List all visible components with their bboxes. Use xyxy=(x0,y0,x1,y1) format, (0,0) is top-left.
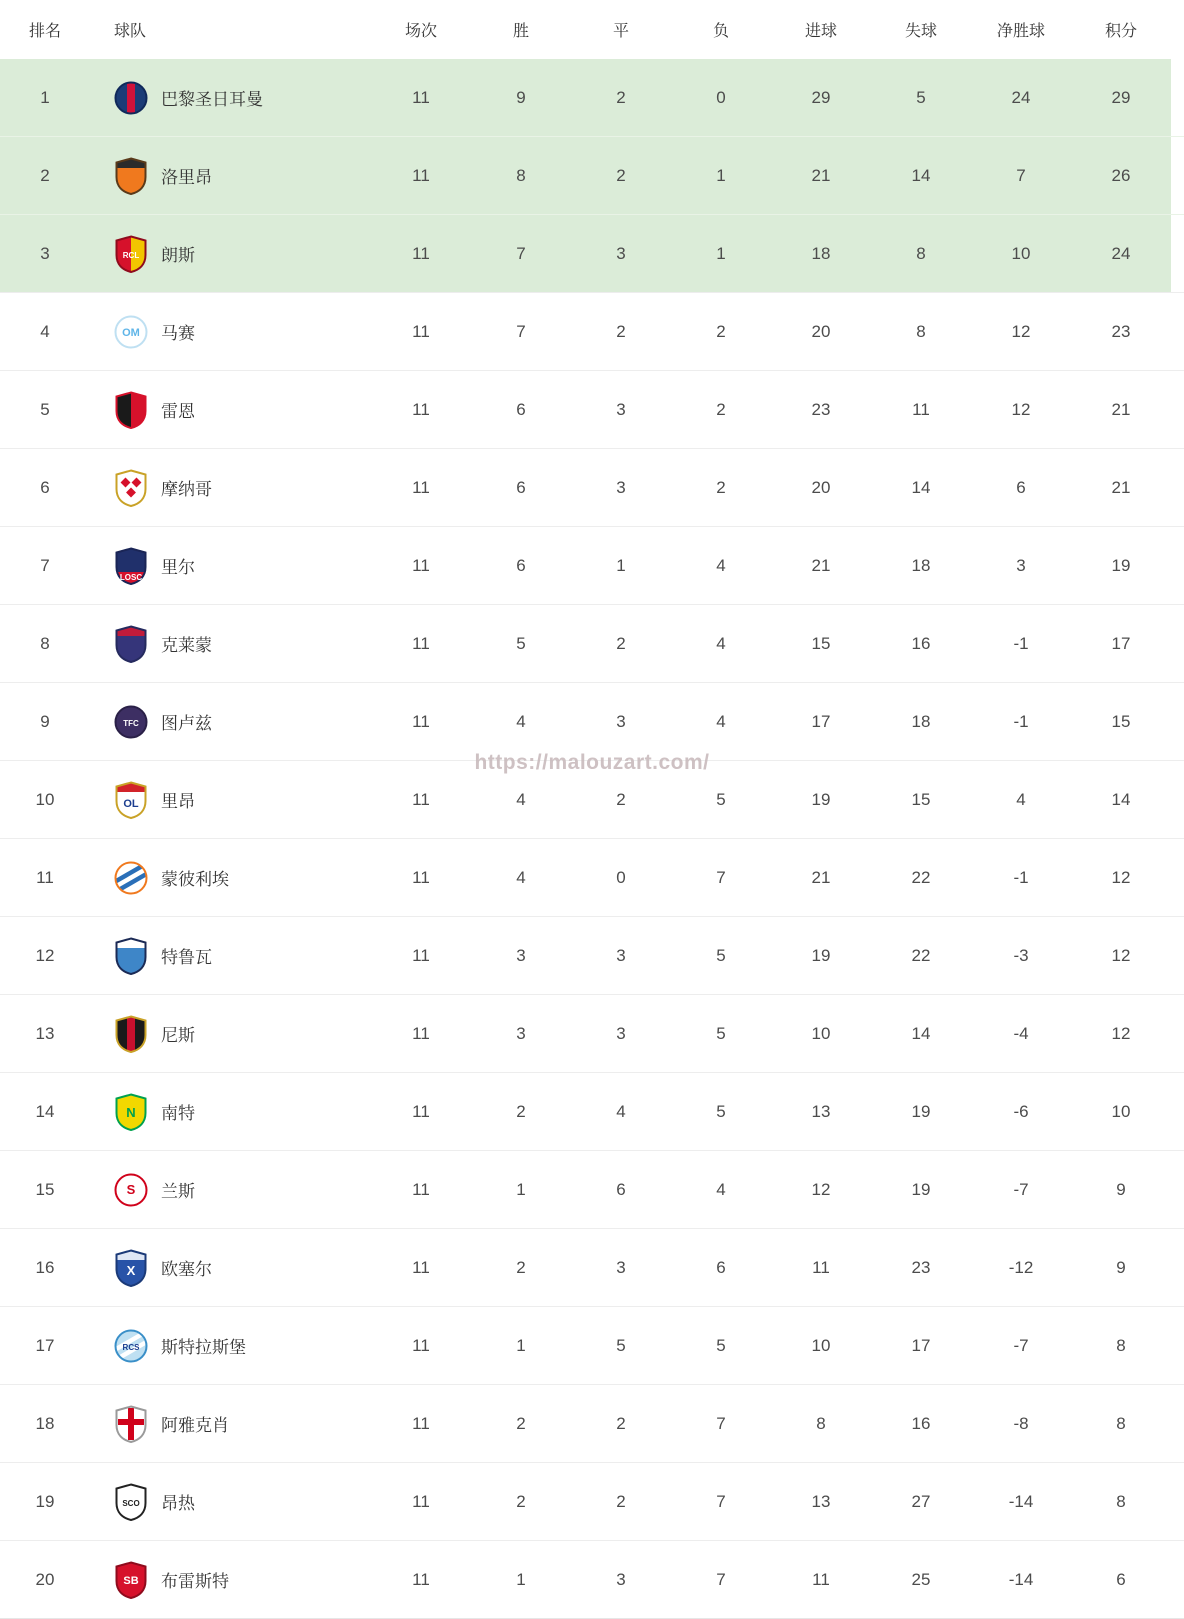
gf-cell: 18 xyxy=(811,243,831,263)
loss-cell: 2 xyxy=(716,321,726,341)
team-cell xyxy=(90,371,371,449)
table-row xyxy=(0,605,1184,683)
team-cell xyxy=(90,59,371,137)
rank-cell: 3 xyxy=(40,243,50,263)
gd-cell: -6 xyxy=(1013,1101,1029,1121)
played-cell: 11 xyxy=(412,1491,430,1511)
win-cell: 4 xyxy=(516,711,526,731)
win-cell: 1 xyxy=(516,1335,526,1355)
rank-cell: 7 xyxy=(40,555,50,575)
gd-cell: -7 xyxy=(1013,1335,1029,1355)
win-cell: 3 xyxy=(516,945,526,965)
col-header-team: 球队 xyxy=(114,23,147,40)
table-row xyxy=(0,1307,1184,1385)
loss-cell: 5 xyxy=(716,1101,726,1121)
draw-cell: 2 xyxy=(616,1491,626,1511)
table-row xyxy=(0,1229,1184,1307)
ga-cell: 11 xyxy=(912,399,930,419)
played-cell: 11 xyxy=(412,1413,430,1433)
ga-cell: 17 xyxy=(911,1335,931,1355)
team-name: 马赛 xyxy=(161,324,195,343)
loss-cell: 5 xyxy=(716,789,726,809)
gd-cell: -3 xyxy=(1013,945,1029,965)
played-cell: 11 xyxy=(412,165,430,185)
rank-cell: 12 xyxy=(35,945,55,965)
loss-cell: 7 xyxy=(716,1413,726,1433)
col-header-goal-difference: 净胜球 xyxy=(996,23,1045,40)
team-logo-clermont xyxy=(114,625,148,663)
team-logo-angers xyxy=(114,1483,148,1521)
team-name: 朗斯 xyxy=(161,246,195,265)
team-logo-rennes xyxy=(114,391,148,429)
ga-cell: 25 xyxy=(911,1569,931,1589)
ga-cell: 22 xyxy=(911,867,931,887)
rank-cell: 6 xyxy=(40,477,50,497)
gf-cell: 11 xyxy=(812,1257,830,1277)
team-cell xyxy=(90,917,371,995)
team-name: 摩纳哥 xyxy=(161,480,212,499)
team-cell xyxy=(90,215,371,293)
col-header-goals-against: 失球 xyxy=(904,23,937,40)
rank-cell: 18 xyxy=(35,1413,55,1433)
gf-cell: 21 xyxy=(811,867,831,887)
gf-cell: 20 xyxy=(811,477,831,497)
team-cell xyxy=(90,1307,371,1385)
gd-cell: 4 xyxy=(1016,789,1026,809)
win-cell: 2 xyxy=(516,1491,526,1511)
header-row xyxy=(0,0,1184,59)
draw-cell: 0 xyxy=(616,867,626,887)
win-cell: 6 xyxy=(516,477,526,497)
ga-cell: 16 xyxy=(911,633,931,653)
ga-cell: 14 xyxy=(911,477,931,497)
ga-cell: 8 xyxy=(916,243,926,263)
team-name: 尼斯 xyxy=(161,1026,195,1045)
team-name: 特鲁瓦 xyxy=(161,948,212,967)
spacer xyxy=(1171,0,1184,59)
watermark: https://malouzart.com/ xyxy=(474,751,710,774)
svg-text:SCO: SCO xyxy=(122,1498,140,1508)
table-row xyxy=(0,1463,1184,1541)
ga-cell: 23 xyxy=(911,1257,931,1277)
gf-cell: 17 xyxy=(811,711,831,731)
rank-cell: 14 xyxy=(35,1101,55,1121)
ga-cell: 22 xyxy=(911,945,931,965)
gd-cell: 3 xyxy=(1016,555,1026,575)
table-row xyxy=(0,137,1184,215)
pts-cell: 8 xyxy=(1116,1413,1126,1433)
played-cell: 11 xyxy=(412,789,430,809)
svg-text:LOSC: LOSC xyxy=(119,572,143,582)
team-name: 洛里昂 xyxy=(161,168,212,187)
rank-cell: 1 xyxy=(40,87,50,107)
team-name: 巴黎圣日耳曼 xyxy=(161,90,263,109)
win-cell: 3 xyxy=(516,1023,526,1043)
win-cell: 9 xyxy=(516,87,526,107)
rank-cell: 20 xyxy=(35,1569,55,1589)
loss-cell: 5 xyxy=(716,1023,726,1043)
svg-text:RCL: RCL xyxy=(122,250,140,260)
pts-cell: 15 xyxy=(1111,711,1131,731)
win-cell: 5 xyxy=(516,633,526,653)
win-cell: 7 xyxy=(516,243,526,263)
team-logo-toulouse xyxy=(114,703,148,741)
team-logo-monaco xyxy=(114,469,148,507)
team-cell xyxy=(90,1541,371,1619)
win-cell: 7 xyxy=(516,321,526,341)
team-cell xyxy=(90,683,371,761)
played-cell: 11 xyxy=(412,243,430,263)
rank-cell: 15 xyxy=(35,1179,55,1199)
svg-text:X: X xyxy=(126,1262,136,1278)
draw-cell: 3 xyxy=(616,1023,626,1043)
pts-cell: 24 xyxy=(1111,243,1131,263)
win-cell: 6 xyxy=(516,399,526,419)
team-name: 里昂 xyxy=(161,792,195,811)
loss-cell: 5 xyxy=(716,1335,726,1355)
loss-cell: 7 xyxy=(716,1569,726,1589)
team-cell xyxy=(90,449,371,527)
played-cell: 11 xyxy=(412,633,430,653)
team-logo-nantes xyxy=(114,1093,148,1131)
rank-cell: 17 xyxy=(35,1335,55,1355)
team-name: 布雷斯特 xyxy=(161,1572,229,1591)
table-row xyxy=(0,1541,1184,1619)
pts-cell: 29 xyxy=(1111,87,1131,107)
team-logo-reims xyxy=(114,1171,148,1209)
loss-cell: 2 xyxy=(716,477,726,497)
table-row xyxy=(0,449,1184,527)
played-cell: 11 xyxy=(412,1101,430,1121)
draw-cell: 3 xyxy=(616,1257,626,1277)
played-cell: 11 xyxy=(412,477,430,497)
gd-cell: 7 xyxy=(1016,165,1026,185)
draw-cell: 2 xyxy=(616,1413,626,1433)
rank-cell: 19 xyxy=(35,1491,55,1511)
team-name: 图卢兹 xyxy=(161,714,212,733)
table-row xyxy=(0,527,1184,605)
team-cell xyxy=(90,995,371,1073)
gd-cell: 12 xyxy=(1011,321,1031,341)
team-cell xyxy=(90,1385,371,1463)
team-cell xyxy=(90,1229,371,1307)
gf-cell: 20 xyxy=(811,321,831,341)
played-cell: 11 xyxy=(412,1023,430,1043)
table-row xyxy=(0,839,1184,917)
table-row xyxy=(0,371,1184,449)
pts-cell: 8 xyxy=(1116,1335,1126,1355)
rank-cell: 10 xyxy=(35,789,55,809)
draw-cell: 2 xyxy=(616,633,626,653)
loss-cell: 0 xyxy=(716,87,726,107)
draw-cell: 3 xyxy=(616,1569,626,1589)
ga-cell: 27 xyxy=(911,1491,931,1511)
rank-cell: 5 xyxy=(40,399,50,419)
col-header-rank: 排名 xyxy=(28,23,61,40)
rank-cell: 13 xyxy=(35,1023,55,1043)
col-header-draws: 平 xyxy=(612,23,629,40)
svg-text:OL: OL xyxy=(123,797,139,810)
team-name: 欧塞尔 xyxy=(161,1260,212,1279)
team-logo-troyes xyxy=(114,937,148,975)
table-row xyxy=(0,917,1184,995)
team-logo-lorient xyxy=(114,157,148,195)
rank-cell: 4 xyxy=(40,321,50,341)
draw-cell: 3 xyxy=(616,243,626,263)
team-logo-lens xyxy=(114,235,148,273)
team-name: 克莱蒙 xyxy=(161,636,212,655)
table-row xyxy=(0,59,1184,137)
table-row xyxy=(0,683,1184,761)
pts-cell: 17 xyxy=(1111,633,1131,653)
table-row xyxy=(0,1385,1184,1463)
draw-cell: 3 xyxy=(616,477,626,497)
played-cell: 11 xyxy=(412,399,430,419)
loss-cell: 6 xyxy=(716,1257,726,1277)
gd-cell: 12 xyxy=(1011,399,1031,419)
svg-text:TFC: TFC xyxy=(123,718,139,728)
played-cell: 11 xyxy=(412,1257,430,1277)
table-row xyxy=(0,1151,1184,1229)
played-cell: 11 xyxy=(412,711,430,731)
draw-cell: 4 xyxy=(616,1101,626,1121)
draw-cell: 6 xyxy=(616,1179,626,1199)
col-header-points: 积分 xyxy=(1104,23,1137,40)
team-name: 南特 xyxy=(161,1104,195,1123)
team-cell xyxy=(90,1463,371,1541)
col-header-wins: 胜 xyxy=(512,23,529,40)
loss-cell: 4 xyxy=(716,1179,726,1199)
win-cell: 2 xyxy=(516,1101,526,1121)
win-cell: 1 xyxy=(516,1179,526,1199)
draw-cell: 3 xyxy=(616,399,626,419)
played-cell: 11 xyxy=(412,1569,430,1589)
col-header-played: 场次 xyxy=(404,23,437,40)
team-logo-brest xyxy=(114,1561,148,1599)
rank-cell: 16 xyxy=(35,1257,55,1277)
gf-cell: 13 xyxy=(811,1491,831,1511)
ga-cell: 18 xyxy=(911,711,931,731)
pts-cell: 12 xyxy=(1111,1023,1131,1043)
gd-cell: -1 xyxy=(1013,867,1029,887)
team-logo-lyon xyxy=(114,781,148,819)
played-cell: 11 xyxy=(412,867,430,887)
played-cell: 11 xyxy=(412,945,430,965)
gd-cell: -1 xyxy=(1013,711,1029,731)
draw-cell: 2 xyxy=(616,321,626,341)
svg-text:RCS: RCS xyxy=(122,1342,140,1352)
ga-cell: 8 xyxy=(916,321,926,341)
pts-cell: 12 xyxy=(1111,945,1131,965)
pts-cell: 23 xyxy=(1111,321,1131,341)
pts-cell: 9 xyxy=(1116,1257,1126,1277)
team-cell xyxy=(90,761,371,839)
gd-cell: -8 xyxy=(1013,1413,1029,1433)
gf-cell: 12 xyxy=(811,1179,831,1199)
pts-cell: 12 xyxy=(1111,867,1131,887)
draw-cell: 5 xyxy=(616,1335,626,1355)
gd-cell: -1 xyxy=(1013,633,1029,653)
played-cell: 11 xyxy=(412,321,430,341)
team-logo-strasbourg xyxy=(114,1327,148,1365)
gf-cell: 15 xyxy=(811,633,831,653)
gf-cell: 21 xyxy=(811,555,831,575)
team-name: 里尔 xyxy=(161,558,195,577)
team-cell xyxy=(90,1151,371,1229)
table-row xyxy=(0,995,1184,1073)
pts-cell: 21 xyxy=(1111,399,1131,419)
team-logo-nice xyxy=(114,1015,148,1053)
gd-cell: -12 xyxy=(1008,1257,1034,1277)
team-logo-auxerre xyxy=(114,1249,148,1287)
gd-cell: -14 xyxy=(1008,1491,1034,1511)
played-cell: 11 xyxy=(412,1179,430,1199)
ga-cell: 19 xyxy=(911,1179,931,1199)
loss-cell: 4 xyxy=(716,711,726,731)
ga-cell: 19 xyxy=(911,1101,931,1121)
team-cell xyxy=(90,293,371,371)
win-cell: 2 xyxy=(516,1413,526,1433)
pts-cell: 10 xyxy=(1111,1101,1131,1121)
draw-cell: 1 xyxy=(616,555,626,575)
played-cell: 11 xyxy=(412,1335,430,1355)
rank-cell: 8 xyxy=(40,633,50,653)
ga-cell: 18 xyxy=(911,555,931,575)
gf-cell: 21 xyxy=(811,165,831,185)
played-cell: 11 xyxy=(412,555,430,575)
pts-cell: 19 xyxy=(1111,555,1131,575)
win-cell: 6 xyxy=(516,555,526,575)
pts-cell: 14 xyxy=(1111,789,1131,809)
loss-cell: 1 xyxy=(716,165,726,185)
loss-cell: 1 xyxy=(716,243,726,263)
team-logo-psg xyxy=(114,79,148,117)
draw-cell: 2 xyxy=(616,87,626,107)
loss-cell: 4 xyxy=(716,555,726,575)
svg-text:OM: OM xyxy=(122,326,140,339)
win-cell: 4 xyxy=(516,867,526,887)
team-cell xyxy=(90,1073,371,1151)
ga-cell: 14 xyxy=(911,1023,931,1043)
rank-cell: 2 xyxy=(40,165,50,185)
loss-cell: 5 xyxy=(716,945,726,965)
table-row xyxy=(0,761,1184,839)
win-cell: 1 xyxy=(516,1569,526,1589)
team-logo-ajaccio xyxy=(114,1405,148,1443)
table-row xyxy=(0,215,1184,293)
pts-cell: 6 xyxy=(1116,1569,1126,1589)
team-name: 阿雅克肖 xyxy=(161,1416,229,1435)
team-name: 兰斯 xyxy=(161,1182,195,1201)
gf-cell: 19 xyxy=(811,945,831,965)
draw-cell: 3 xyxy=(616,945,626,965)
draw-cell: 3 xyxy=(616,711,626,731)
pts-cell: 21 xyxy=(1111,477,1131,497)
team-cell xyxy=(90,137,371,215)
gf-cell: 13 xyxy=(811,1101,831,1121)
loss-cell: 7 xyxy=(716,1491,726,1511)
played-cell: 11 xyxy=(412,87,430,107)
team-cell xyxy=(90,527,371,605)
pts-cell: 9 xyxy=(1116,1179,1126,1199)
team-logo-marseille xyxy=(114,313,148,351)
rank-cell: 9 xyxy=(40,711,50,731)
team-name: 雷恩 xyxy=(161,402,195,421)
ga-cell: 16 xyxy=(911,1413,931,1433)
team-cell xyxy=(90,605,371,683)
gd-cell: 6 xyxy=(1016,477,1026,497)
pts-cell: 26 xyxy=(1111,165,1131,185)
ga-cell: 5 xyxy=(916,87,926,107)
col-header-losses: 负 xyxy=(712,23,729,40)
draw-cell: 2 xyxy=(616,165,626,185)
gd-cell: 10 xyxy=(1011,243,1031,263)
gf-cell: 8 xyxy=(816,1413,826,1433)
team-logo-montpellier xyxy=(114,859,148,897)
gf-cell: 23 xyxy=(811,399,831,419)
team-name: 斯特拉斯堡 xyxy=(161,1338,246,1357)
svg-text:N: N xyxy=(126,1104,136,1120)
loss-cell: 4 xyxy=(716,633,726,653)
svg-text:SB: SB xyxy=(123,1574,139,1587)
gd-cell: -7 xyxy=(1013,1179,1029,1199)
gf-cell: 29 xyxy=(811,87,831,107)
draw-cell: 2 xyxy=(616,789,626,809)
gf-cell: 10 xyxy=(811,1023,831,1043)
ga-cell: 14 xyxy=(911,165,931,185)
win-cell: 8 xyxy=(516,165,526,185)
loss-cell: 2 xyxy=(716,399,726,419)
gd-cell: 24 xyxy=(1011,87,1031,107)
pts-cell: 8 xyxy=(1116,1491,1126,1511)
team-name: 蒙彼利埃 xyxy=(161,870,229,889)
col-header-goals-for: 进球 xyxy=(804,23,837,40)
gf-cell: 10 xyxy=(811,1335,831,1355)
svg-text:S: S xyxy=(126,1181,136,1197)
loss-cell: 7 xyxy=(716,867,726,887)
rank-cell: 11 xyxy=(36,867,54,887)
table-row xyxy=(0,1073,1184,1151)
team-logo-lille xyxy=(114,547,148,585)
win-cell: 2 xyxy=(516,1257,526,1277)
team-name: 昂热 xyxy=(161,1494,195,1513)
ga-cell: 15 xyxy=(911,789,931,809)
gd-cell: -4 xyxy=(1013,1023,1029,1043)
gd-cell: -14 xyxy=(1008,1569,1034,1589)
gf-cell: 11 xyxy=(812,1569,830,1589)
table-row xyxy=(0,293,1184,371)
gf-cell: 19 xyxy=(811,789,831,809)
win-cell: 4 xyxy=(516,789,526,809)
team-cell xyxy=(90,839,371,917)
